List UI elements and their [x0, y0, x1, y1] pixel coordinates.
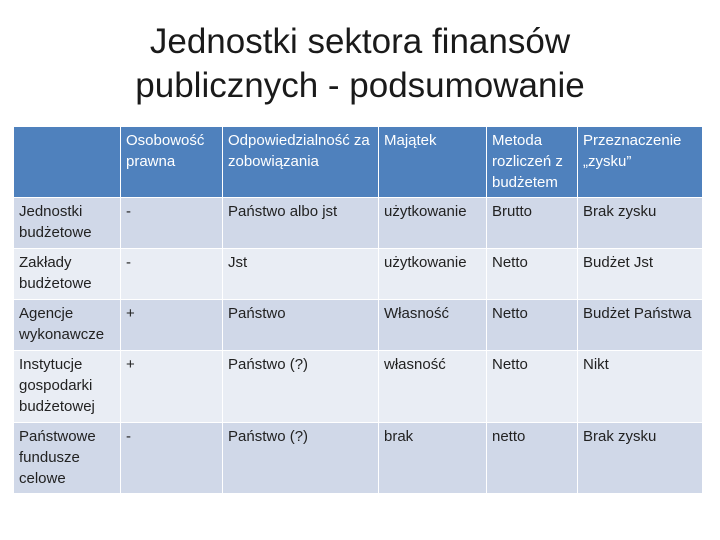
row-label: Jednostki budżetowe — [14, 198, 121, 249]
liability-cell: Państwo — [223, 300, 379, 351]
title-line-1: Jednostki sektora finansów — [149, 22, 571, 61]
settlement-method-cell: Netto — [487, 249, 578, 300]
row-label: Państwowe fundusze celowe — [14, 423, 121, 494]
table-row — [14, 351, 703, 423]
settlement-method-cell: Netto — [487, 300, 578, 351]
legal-personality-cell: - — [121, 249, 223, 300]
row-label: Instytucje gospodarki budżetowej — [14, 351, 121, 423]
liability-cell: Państwo (?) — [223, 351, 379, 423]
assets-cell: użytkowanie — [379, 198, 487, 249]
header-cell-liability: Odpowiedzialność za zobowiązania — [223, 127, 379, 198]
assets-cell: własność — [379, 351, 487, 423]
summary-table — [13, 126, 703, 494]
legal-personality-cell: - — [121, 423, 223, 494]
profit-allocation-cell: Brak zysku — [578, 198, 703, 249]
settlement-method-cell: Brutto — [487, 198, 578, 249]
legal-personality-cell: - — [121, 198, 223, 249]
assets-cell: Własność — [379, 300, 487, 351]
header-cell-profit-allocation: Przeznaczenie „zysku” — [578, 127, 703, 198]
profit-allocation-cell: Budżet Jst — [578, 249, 703, 300]
profit-allocation-cell: Budżet Państwa — [578, 300, 703, 351]
row-label: Agencje wykonawcze — [14, 300, 121, 351]
row-label: Zakłady budżetowe — [14, 249, 121, 300]
profit-allocation-cell: Brak zysku — [578, 423, 703, 494]
header-row — [14, 127, 703, 198]
settlement-method-cell: netto — [487, 423, 578, 494]
profit-allocation-cell: Nikt — [578, 351, 703, 423]
table-row — [14, 198, 703, 249]
liability-cell: Państwo albo jst — [223, 198, 379, 249]
table-row — [14, 249, 703, 300]
settlement-method-cell: Netto — [487, 351, 578, 423]
table-row — [14, 300, 703, 351]
liability-cell: Jst — [223, 249, 379, 300]
legal-personality-cell: + — [121, 351, 223, 423]
slide-title — [0, 20, 720, 108]
title-line-2: publicznych - podsumowanie — [135, 66, 585, 105]
header-cell-empty — [14, 127, 121, 198]
assets-cell: brak — [379, 423, 487, 494]
header-cell-legal-personality: Osobowość prawna — [121, 127, 223, 198]
assets-cell: użytkowanie — [379, 249, 487, 300]
legal-personality-cell: + — [121, 300, 223, 351]
header-cell-assets: Majątek — [379, 127, 487, 198]
header-cell-settlement-method: Metoda rozliczeń z budżetem — [487, 127, 578, 198]
liability-cell: Państwo (?) — [223, 423, 379, 494]
table-row — [14, 423, 703, 494]
